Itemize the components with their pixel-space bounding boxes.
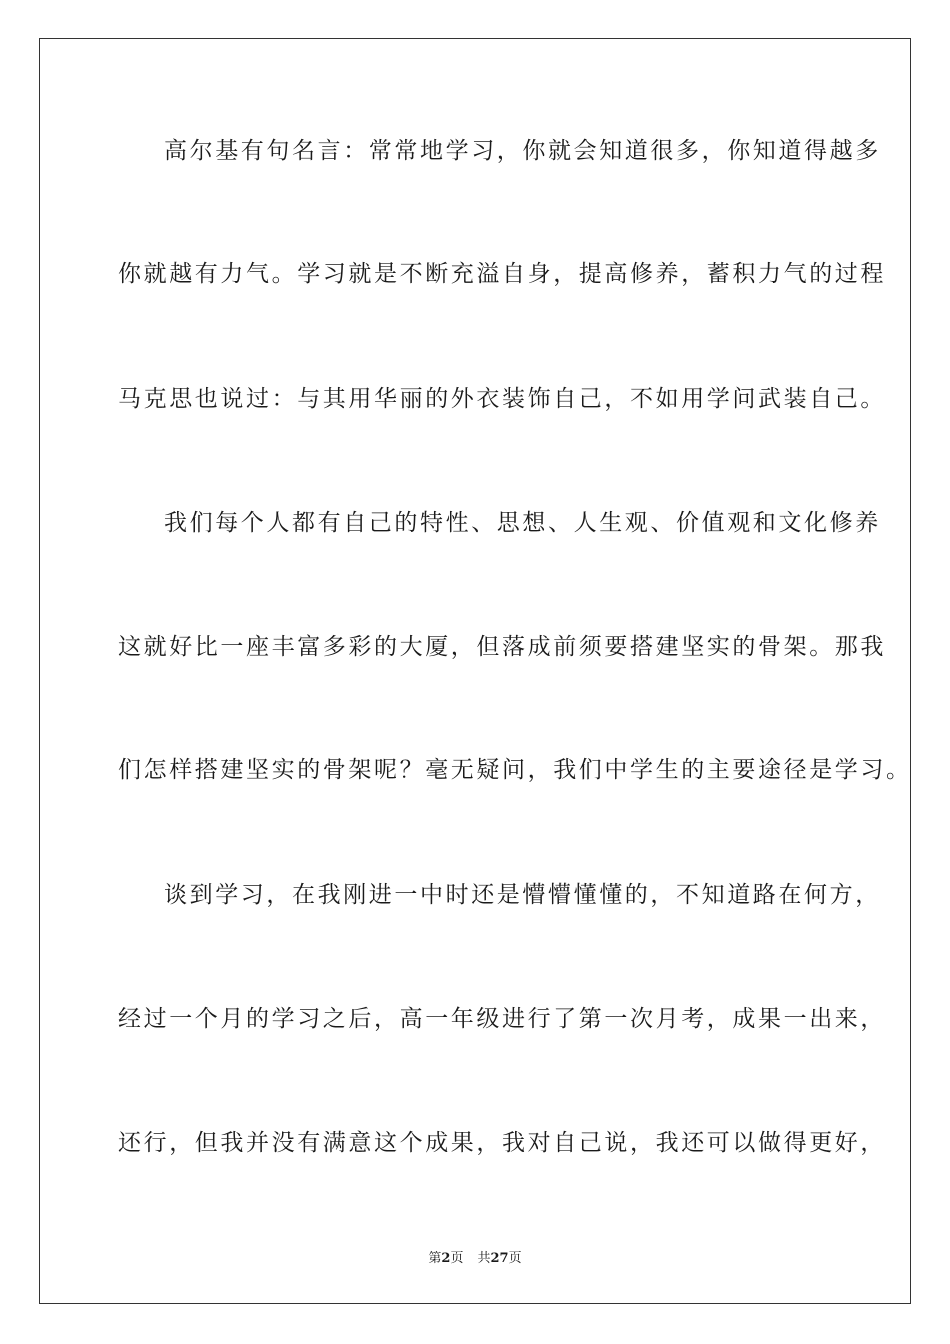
total-prefix: 共 xyxy=(477,1251,491,1266)
total-pages: 27 xyxy=(490,1251,509,1266)
paragraph-line: 们怎样搭建坚实的骨架呢？毫无疑问，我们中学生的主要途径是学习。 xyxy=(118,757,912,783)
paragraph-line: 谈到学习，在我刚进一中时还是懵懵懂懂的，不知道路在何方， xyxy=(164,882,881,908)
page-prefix: 第 xyxy=(428,1251,442,1266)
page-footer xyxy=(0,1247,950,1266)
paragraph-line: 你就越有力气。学习就是不断充溢自身，提高修养，蓄积力气的过程 xyxy=(118,261,886,287)
page-suffix: 页 xyxy=(450,1251,464,1266)
paragraph-line: 马克思也说过：与其用华丽的外衣装饰自己，不如用学问武装自己。 xyxy=(118,386,886,412)
page-number: 2 xyxy=(441,1251,451,1266)
page-border xyxy=(39,38,911,1304)
paragraph-line: 高尔基有句名言：常常地学习，你就会知道很多，你知道得越多 xyxy=(164,138,881,164)
paragraph-line: 这就好比一座丰富多彩的大厦，但落成前须要搭建坚实的骨架。那我 xyxy=(118,634,886,660)
paragraph-line: 经过一个月的学习之后，高一年级进行了第一次月考，成果一出来， xyxy=(118,1006,886,1032)
total-suffix: 页 xyxy=(508,1251,522,1266)
paragraph-line: 我们每个人都有自己的特性、思想、人生观、价值观和文化修养 xyxy=(164,510,881,536)
paragraph-line: 还行，但我并没有满意这个成果，我对自己说，我还可以做得更好， xyxy=(118,1130,886,1156)
